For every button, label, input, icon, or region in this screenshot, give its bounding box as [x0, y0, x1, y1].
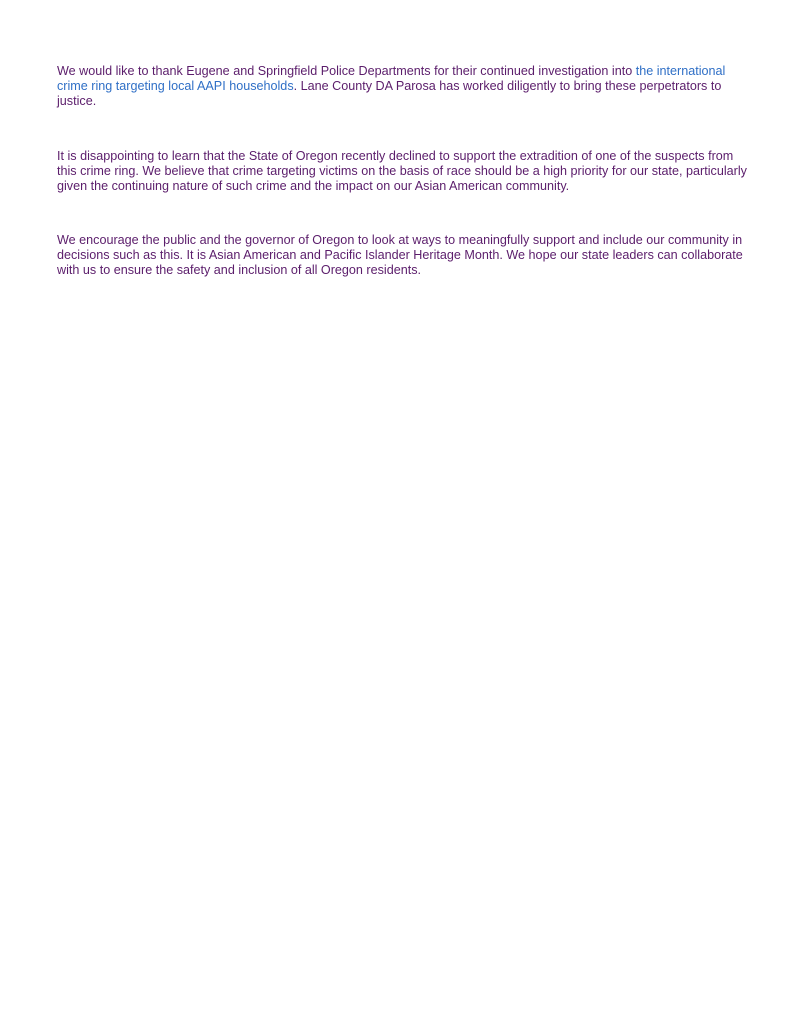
paragraph-thanks-tail: . Lane County DA Parosa has worked diligently to bring these perpetrators to justice. — [57, 79, 722, 108]
crime-ring-link[interactable]: the international crime ring targeting local AAPI households — [57, 64, 726, 93]
paragraph-thanks-lead: We would like to thank Eugene and Springfield Police Departments for their continued investigation into — [57, 64, 636, 78]
paragraph-thanks — [57, 64, 747, 109]
paragraph-extradition: It is disappointing to learn that the State of Oregon recently declined to support the extradition of one of the suspects from this crime ring. We believe that crime targeting victims on the basis of race should be a high priority for our state, particularly given the continuing nature of such crime and the impact on our Asian American community. — [57, 149, 747, 193]
paragraph-encourage: We encourage the public and the governor of Oregon to look at ways to meaningfully support and include our community in decisions such as this. It is Asian American and Pacific Islander Heritage Month. We hope our state leaders can collaborate with us to ensure the safety and inclusion of all Oregon residents. — [57, 233, 743, 277]
